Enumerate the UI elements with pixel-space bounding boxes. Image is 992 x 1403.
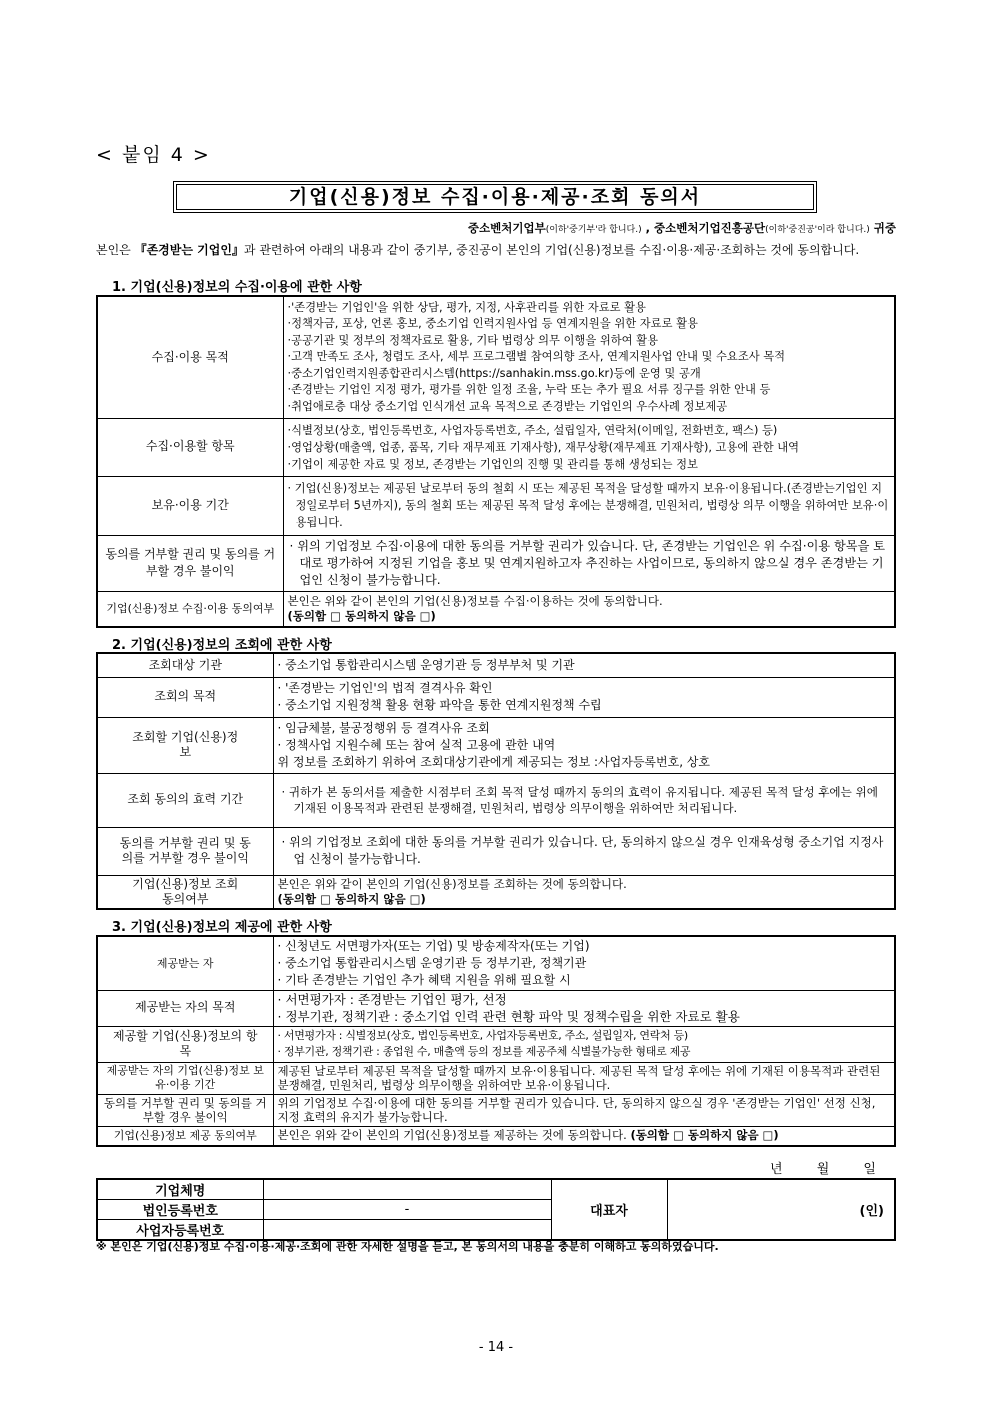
- s1-consent-label: 기업(신용)정보 수집·이용 동의여부: [97, 591, 283, 627]
- s3-recipient-list: [278, 938, 891, 989]
- s1-items-label: 수집·이용할 항목: [97, 418, 283, 476]
- s2-purpose-label: 조회의 목적: [97, 677, 273, 717]
- document-title: 기업(신용)정보 수집·이용·제공·조회 동의서: [176, 184, 814, 210]
- list-item: ·존경받는 기업인 지정 평가, 평가를 위한 일정 조율, 누락 또는 추가 필요 서류 징구를 위한 안내 등: [287, 383, 771, 396]
- s2-refuse-label: 동의를 거부할 권리 및 동의를 거부할 경우 불이익: [97, 827, 273, 875]
- table-row: [97, 827, 895, 875]
- list-item: ·정책자금, 포상, 언론 홍보, 중소기업 인력지원사업 등 연계지원을 위한 자료로 활용: [287, 317, 698, 330]
- s2-consent-label: 기업(신용)정보 조회 동의여부: [97, 875, 273, 909]
- addressee-org1-note: (이하'중기부'라 합니다.): [545, 225, 642, 235]
- table-row: [97, 653, 895, 677]
- footnote: ※ 본인은 기업(신용)정보 수집·이용·제공·조회에 관한 자세한 설명을 듣고, 본 동의서의 내용을 충분히 이해하고 동의하였습니다.: [96, 1240, 719, 1253]
- section1-table: [96, 295, 896, 628]
- s2-target-text: · 중소기업 통합관리시스템 운영기관 등 정부부처 및 기관: [273, 653, 895, 677]
- list-item: · 서면평가자 : 존경받는 기업인 평가, 선정: [277, 992, 507, 1007]
- s3-consent-text: 본인은 위와 같이 본인의 기업(신용)정보를 제공하는 것에 동의합니다.: [277, 1128, 627, 1142]
- s2-consent-text: 본인은 위와 같이 본인의 기업(신용)정보를 조회하는 것에 동의합니다.: [277, 876, 627, 891]
- s1-refuse-text: · 위의 기업정보 수집·이용에 대한 동의를 거부할 권리가 있습니다. 단, 존경받는 기업인은 위 수집·이용 항목을 토대로 평가하여 지정된 기업을 홍보 및 연계지원하고자 추진하는 사업이므로, 동의하지 않으실 경우 존경받는 기업인 신청이 불가능합니다.: [283, 535, 895, 591]
- table-row: [97, 476, 895, 535]
- s2-consent-choice[interactable]: (동의함 □ 동의하지 않음 □): [277, 891, 426, 906]
- table-row: [97, 875, 895, 909]
- title-box: [173, 181, 817, 213]
- biz-no-field[interactable]: [263, 1220, 551, 1241]
- corp-no-label: 법인등록번호: [97, 1200, 263, 1220]
- s2-effect-label: 조회 동의의 효력 기간: [97, 773, 273, 827]
- table-row: [97, 418, 895, 476]
- s1-purpose-label: 수집·이용 목적: [97, 296, 283, 418]
- table-row: [97, 1026, 895, 1062]
- addressee-org1: 중소벤처기업부: [467, 221, 546, 235]
- ceo-label: 대표자: [551, 1179, 667, 1240]
- s3-consent-label: 기업(신용)정보 제공 동의여부: [97, 1126, 273, 1146]
- s3-period-label: 제공받는 자의 기업(신용)정보 보유·이용 기간: [97, 1062, 273, 1094]
- list-item: ·취업애로층 대상 중소기업 인식개선 교육 목적으로 존경받는 기업인의 우수사례 정보제공: [287, 399, 728, 413]
- s2-info-label: 조회할 기업(신용)정보: [97, 717, 273, 773]
- s2-effect-text: · 귀하가 본 동의서를 제출한 시점부터 조회 목적 달성 때까지 동의의 효력이 유지됩니다. 제공된 목적 달성 후에는 위에 기재된 이용목적과 관련된 분쟁해결, 민원처리, 법령상 의무이행을 위하여만 처리됩니다.: [273, 773, 895, 827]
- list-item: · 정책사업 지원수혜 또는 참여 실적 고용에 관한 내역: [277, 737, 556, 752]
- table-row: [97, 936, 895, 990]
- s2-refuse-text: · 위의 기업정보 조회에 대한 동의를 거부할 권리가 있습니다. 단, 동의하지 않으실 경우 인재육성형 중소기업 지정사업 신청이 불가능합니다.: [273, 827, 895, 875]
- table-row: [97, 1094, 895, 1126]
- s1-consent-choice[interactable]: (동의함 □ 동의하지 않음 □): [287, 608, 436, 623]
- section2-table: [96, 652, 896, 910]
- s2-target-label: 조회대상 기관: [97, 653, 273, 677]
- s3-consent-choice[interactable]: (동의함 □ 동의하지 않음 □): [630, 1128, 779, 1142]
- list-item: · 중소기업 통합관리시스템 운영기관 등 정부기관, 정책기관: [277, 955, 587, 970]
- list-item: 위 정보를 조회하기 위하여 조회대상기관에게 제공되는 정보 :사업자등록번호, 상호: [277, 754, 711, 769]
- s1-consent-text: 본인은 위와 같이 본인의 기업(신용)정보를 수집·이용하는 것에 동의합니다.: [287, 593, 663, 608]
- addressee-org2-note: (이하'중진공'이라 합니다.): [765, 225, 870, 235]
- section2-heading: 2. 기업(신용)정보의 조회에 관한 사항: [112, 638, 332, 653]
- addressee-org2: 중소벤처기업진흥공단: [654, 221, 766, 235]
- table-row: [97, 773, 895, 827]
- s3-info-list: [278, 1028, 891, 1060]
- s2-purpose-list: [278, 680, 891, 714]
- table-row: [97, 717, 895, 773]
- addressee: [468, 220, 896, 236]
- section3-heading: 3. 기업(신용)정보의 제공에 관한 사항: [112, 920, 332, 935]
- list-item: · 정부기관, 정책기관 : 중소기업 인력 관련 현황 파악 및 정책수립을 위한 자료로 활용: [277, 1009, 740, 1024]
- date-line: 년 월 일: [770, 1162, 876, 1177]
- list-item: ·'존경받는 기업인'을 위한 상담, 평가, 지정, 사후관리를 위한 자료로 활용: [287, 300, 646, 314]
- s1-period-text: · 기업(신용)정보는 제공된 날로부터 동의 철회 시 또는 제공된 목적을 달성할 때까지 보유·이용됩니다.(존경받는기업인 지정일로부터 5년까지), 동의 철회 또는 제공된 목적 달성 후에는 분쟁해결, 민원처리, 법령상 의무 이행을 위하여만 보유·이용됩니다.: [283, 476, 895, 535]
- list-item: · '존경받는 기업인'의 법적 결격사유 확인: [277, 681, 493, 695]
- list-item: ·중소기업인력지원종합관리시스템(https://sanhakin.mss.go.kr)등에 운영 및 공개: [287, 366, 701, 380]
- list-item: · 신청년도 서면평가자(또는 기업) 및 방송제작자(또는 기업): [277, 938, 590, 953]
- list-item: ·영업상황(매출액, 업종, 품목, 기타 재무제표 기재사항), 재무상황(재무제표 기재사항), 고용에 관한 내역: [287, 440, 800, 454]
- intro-emphasis: 『존경받는 기업인』: [134, 243, 244, 257]
- s3-recipient-label: 제공받는 자: [97, 936, 273, 990]
- table-row: [97, 1179, 895, 1200]
- corp-no-field[interactable]: -: [263, 1200, 551, 1220]
- s1-purpose-list: [288, 300, 891, 416]
- s3-period-text: 제공된 날로부터 제공된 목적을 달성할 때까지 보유·이용됩니다. 제공된 목적 달성 후에는 위에 기재된 이용목적과 관련된 분쟁해결, 민원처리, 법령상 의무이행을 위하여만 보유·이용됩니다.: [273, 1062, 895, 1094]
- section1-heading: 1. 기업(신용)정보의 수집·이용에 관한 사항: [112, 280, 362, 295]
- ceo-seal[interactable]: (인): [667, 1179, 895, 1240]
- table-row: [97, 677, 895, 717]
- intro-paragraph: [96, 244, 896, 257]
- table-row: [97, 535, 895, 591]
- company-name-label: 기업체명: [97, 1179, 263, 1200]
- addressee-sep: ,: [641, 221, 655, 235]
- table-row: [97, 990, 895, 1026]
- list-item: · 정부기관, 정책기관 : 종업원 수, 매출액 등의 정보를 제공주체 식별불가능한 형태로 제공: [277, 1045, 691, 1058]
- s1-items-list: [288, 422, 891, 473]
- s1-refuse-label: 동의를 거부할 권리 및 동의를 거부할 경우 불이익: [97, 535, 283, 591]
- s2-info-list: [278, 720, 891, 771]
- list-item: · 서면평가자 : 식별정보(상호, 법인등록번호, 사업자등록번호, 주소, 설립일자, 연락처 등): [277, 1029, 688, 1042]
- list-item: ·기업이 제공한 자료 및 정보, 존경받는 기업인의 진행 및 관리를 통해 생성되는 정보: [287, 457, 698, 471]
- list-item: ·식별정보(상호, 법인등록번호, 사업자등록번호, 주소, 설립일자, 연락처(이메일, 전화번호, 팩스) 등): [287, 423, 778, 437]
- list-item: · 임금체불, 불공정행위 등 결격사유 조회: [277, 720, 490, 735]
- s3-refuse-label: 동의를 거부할 권리 및 동의를 거부할 경우 불이익: [97, 1094, 273, 1126]
- table-row: [97, 1126, 895, 1146]
- list-item: · 중소기업 지원정책 활용 현황 파악을 통한 연계지원정책 수립: [277, 698, 602, 712]
- s1-period-label: 보유·이용 기간: [97, 476, 283, 535]
- s3-purpose-list: [278, 991, 891, 1025]
- attachment-label: < 붙임 4 >: [96, 144, 211, 166]
- biz-no-label: 사업자등록번호: [97, 1220, 263, 1241]
- intro-post: 과 관련하여 아래의 내용과 같이 중기부, 중진공이 본인의 기업(신용)정보를 수집·이용·제공·조회하는 것에 동의합니다.: [243, 243, 860, 257]
- list-item: ·고객 만족도 조사, 청렴도 조사, 세부 프로그램별 참여의향 조사, 연계지원사업 안내 및 수요조사 목적: [287, 350, 786, 363]
- s3-info-label: 제공할 기업(신용)정보의 항목: [97, 1026, 273, 1062]
- intro-pre: 본인은: [96, 243, 135, 257]
- company-name-field[interactable]: [263, 1179, 551, 1200]
- page-number: - 14 -: [478, 1340, 514, 1355]
- s3-purpose-label: 제공받는 자의 목적: [97, 990, 273, 1026]
- addressee-suffix: 귀중: [869, 221, 896, 235]
- s3-refuse-text: 위의 기업정보 수집·이용에 대한 동의를 거부할 권리가 있습니다. 단, 동의하지 않으실 경우 '존경받는 기업인' 선정 신청, 지정 효력의 유지가 불가능합니다.: [273, 1094, 895, 1126]
- section3-table: [96, 935, 896, 1147]
- signature-table: [96, 1178, 896, 1241]
- list-item: · 기타 존경받는 기업인 추가 혜택 지원을 위해 필요할 시: [277, 972, 571, 987]
- table-row: [97, 1062, 895, 1094]
- table-row: [97, 591, 895, 627]
- list-item: ·공공기관 및 정부의 정책자료로 활용, 기타 법령상 의무 이행을 위하여 활용: [287, 333, 658, 347]
- table-row: [97, 296, 895, 418]
